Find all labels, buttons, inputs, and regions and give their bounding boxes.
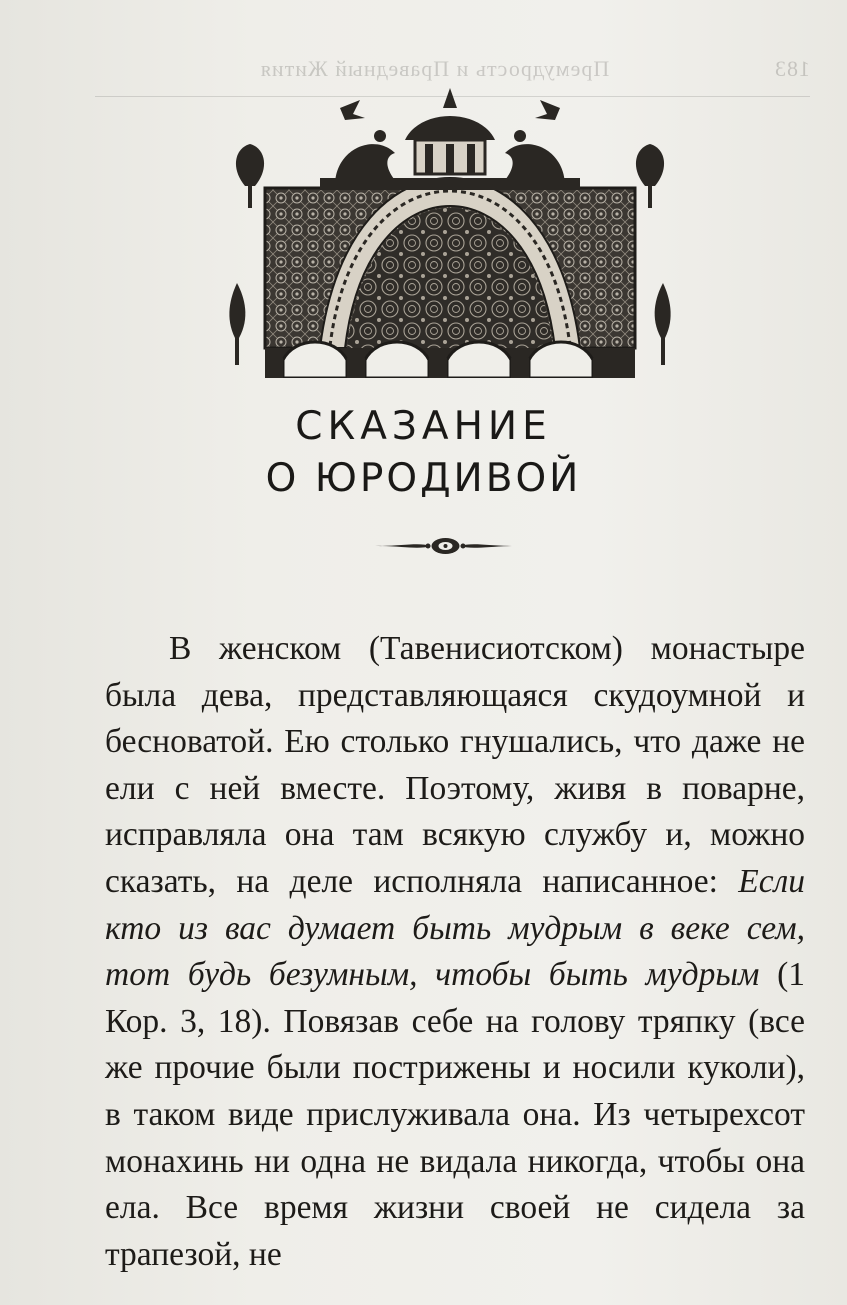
- chapter-title-line-1: СКАЗАНИЕ: [295, 404, 552, 449]
- flourish-divider-icon: [373, 534, 518, 558]
- body-run-1: В женском (Тавенисиотском) монастыре была дева, представляющаяся скудоумной и бесноватой. Ею столько гнушались, что даже не ели с ней вместе. Поэтому, живя в поварне, исправляла она там всякую службу и, можно сказать, на деле исполняла написанное:: [105, 630, 805, 900]
- ornament-headpiece-icon: [225, 78, 675, 378]
- body-paragraph: [105, 626, 805, 1278]
- body-text: [105, 626, 805, 1278]
- running-head-text: Премудрость и Праведный Жития: [259, 56, 610, 81]
- chapter-title-line-2: О ЮРОДИВОЙ: [265, 456, 582, 501]
- body-run-2: (1 Кор. 3, 18). Повязав себе на голову тряпку (все же прочие были пострижены и носили куколи), в таком виде прислуживала она. Из четырехсот монахинь ни одна не видала никогда, чтобы она ела. Все время жизни своей не сидела за трапезой, не: [105, 956, 806, 1273]
- scripture-quote: Если кто из вас думает быть мудрым в веке сем, тот будь безумным, чтобы быть мудрым: [105, 862, 805, 994]
- page-number: 183: [774, 56, 810, 81]
